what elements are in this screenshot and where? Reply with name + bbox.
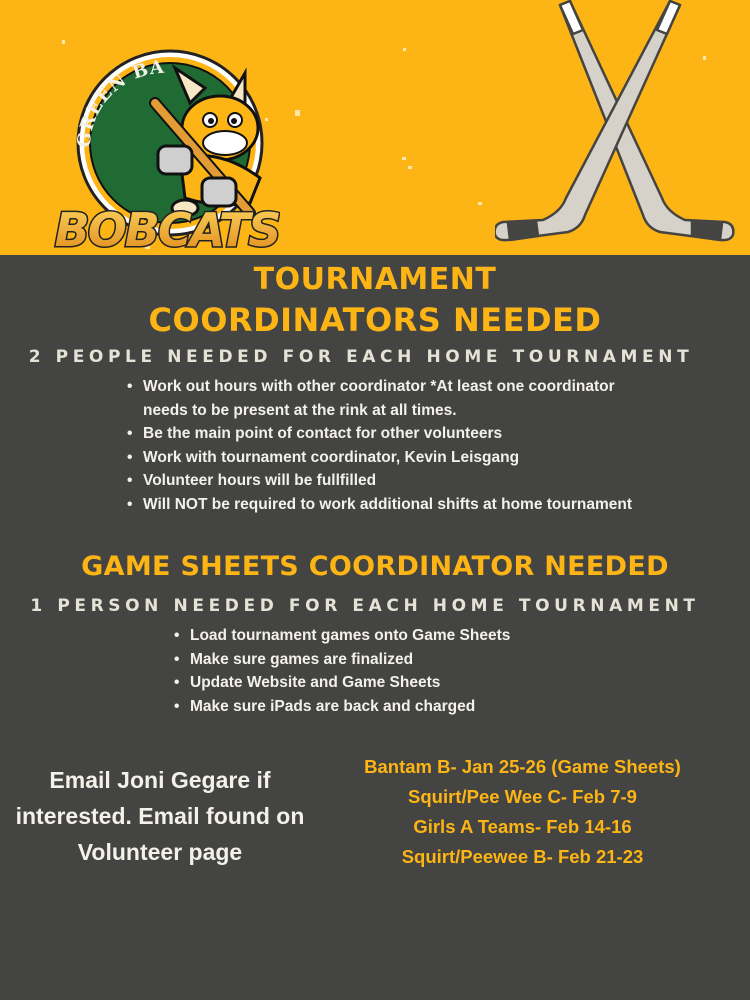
section1-title-line2: COORDINATORS NEEDED — [148, 301, 602, 339]
texture-speck — [478, 202, 482, 205]
section2-title: GAME SHEETS COORDINATOR NEEDED — [81, 551, 669, 582]
section1-subtitle: 2 PEOPLE NEEDED FOR EACH HOME TOURNAMENT — [28, 347, 694, 367]
crossed-hockey-sticks-icon — [495, 0, 735, 245]
texture-speck — [402, 157, 406, 160]
list-item: • Work with tournament coordinator, Kevin Leisgang — [125, 446, 635, 470]
texture-speck — [403, 48, 406, 51]
list-item: • Load tournament games onto Game Sheets — [172, 624, 572, 648]
bobcat-mascot-icon — [50, 28, 280, 253]
list-item: • Volunteer hours will be fullfilled — [125, 469, 635, 493]
schedule-item: Bantam B- Jan 25-26 (Game Sheets) — [364, 756, 681, 777]
section1-title-line1: TOURNAMENT — [253, 262, 497, 297]
schedule-item: Girls A Teams- Feb 14-16 — [413, 816, 632, 837]
list-item: • Work out hours with other coordinator *At least one coordinator needs to be present at the rink at all times. — [125, 375, 635, 422]
section2-subtitle: 1 PERSON NEEDED FOR EACH HOME TOURNAMENT — [30, 596, 700, 616]
content-area — [0, 255, 750, 1000]
section2-bullet-list — [172, 624, 572, 718]
section1-bullet-list — [125, 375, 635, 516]
logo-wordmark: BOBCATS — [54, 203, 280, 253]
list-item: • Make sure iPads are back and charged — [172, 695, 572, 719]
texture-speck — [295, 110, 300, 116]
header-banner — [0, 0, 750, 255]
list-item: • Will NOT be required to work additional shifts at home tournament — [125, 493, 635, 517]
list-item: • Make sure games are finalized — [172, 648, 572, 672]
list-item: • Be the main point of contact for other volunteers — [125, 422, 635, 446]
contact-info: Email Joni Gegare if interested. Email found on Volunteer page — [15, 767, 305, 865]
tournament-schedule — [320, 752, 725, 872]
texture-speck — [408, 166, 412, 169]
logo-arc-text: GREEN BA — [73, 56, 165, 149]
bobcats-logo — [50, 28, 280, 253]
schedule-item: Squirt/Peewee B- Feb 21-23 — [401, 846, 644, 867]
schedule-item: Squirt/Pee Wee C- Feb 7-9 — [408, 786, 637, 807]
list-item: • Update Website and Game Sheets — [172, 671, 572, 695]
